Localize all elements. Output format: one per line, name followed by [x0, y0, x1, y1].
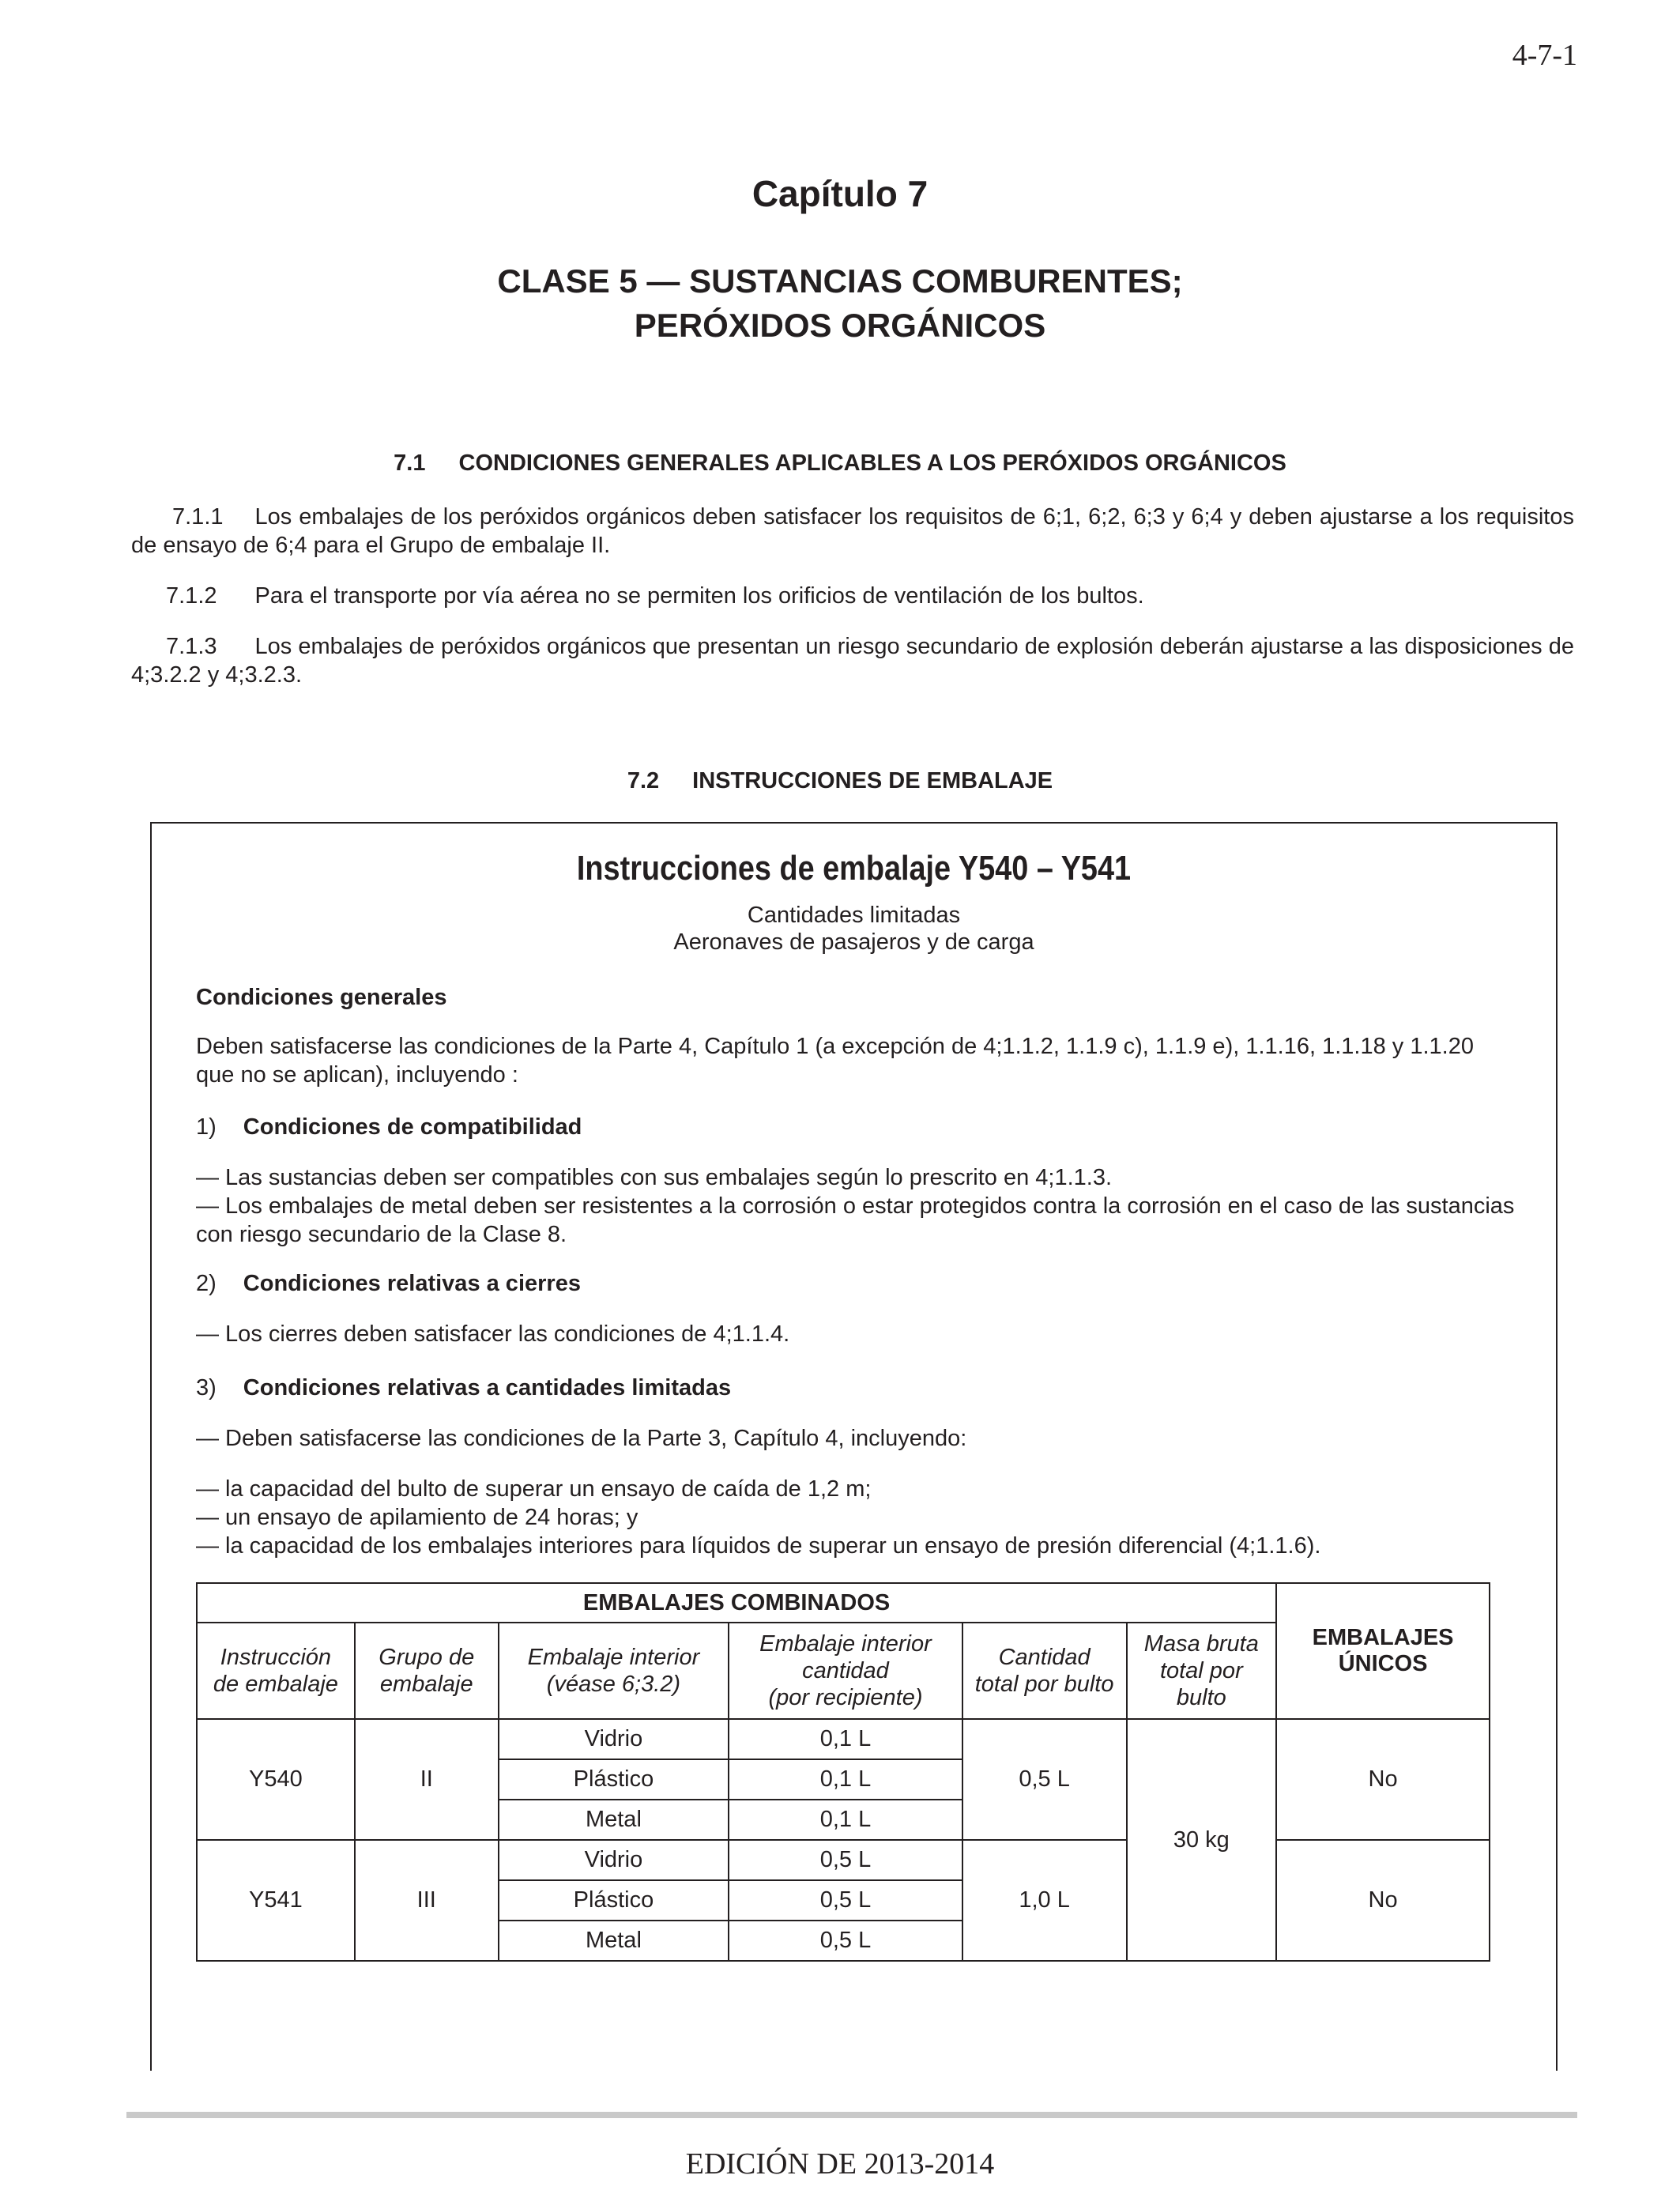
inner-packaging-cell: Vidrio	[499, 1840, 729, 1880]
column-header-line: embalaje	[379, 1672, 473, 1697]
column-header-instruction	[197, 1623, 355, 1719]
paragraph-text: Para el transporte por vía aérea no se permiten los orificios de ventilación de los bultos.	[254, 583, 1144, 609]
single-header-line1: EMBALAJES	[1312, 1625, 1454, 1650]
column-header-line: total por bulto	[974, 1672, 1114, 1697]
inner-quantity-cell: 0,5 L	[729, 1921, 962, 1961]
group-cell: III	[355, 1840, 499, 1961]
chapter-label: Capítulo 7	[751, 173, 929, 214]
column-header-line: de embalaje	[213, 1672, 338, 1697]
section-title: CONDICIONES GENERALES APLICABLES A LOS PERÓXIDOS ORGÁNICOS	[458, 450, 1286, 476]
paragraph-text: Los embalajes de peróxidos orgánicos que presentan un riesgo secundario de explosión deberán ajustarse a las disposiciones de 4;3.2.2 y 4;3.2.3.	[131, 634, 1574, 688]
table-row	[197, 1840, 1490, 1880]
inner-quantity-cell: 0,1 L	[729, 1719, 962, 1759]
column-header-line: total por	[1159, 1658, 1243, 1683]
column-header-line: Embalaje interior	[759, 1631, 932, 1657]
condition-3-heading	[196, 1374, 1516, 1402]
box-subtitle-1: Cantidades limitadas	[747, 903, 961, 928]
condition-title: Condiciones relativas a cierres	[243, 1271, 581, 1296]
column-header-group	[355, 1623, 499, 1719]
condition-number: 1)	[196, 1114, 217, 1140]
condition-title: Condiciones de compatibilidad	[243, 1114, 582, 1140]
single-packagings-header	[1276, 1583, 1490, 1719]
condition-3-item-1: — la capacidad del bulto de superar un ensayo de caída de 1,2 m;	[196, 1476, 872, 1502]
column-header-line: (por recipiente)	[768, 1685, 923, 1710]
column-header-line: Embalaje interior	[527, 1645, 700, 1670]
column-header-line: Cantidad	[998, 1645, 1090, 1670]
section-heading-7-1	[0, 450, 1680, 477]
total-quantity-cell: 1,0 L	[962, 1840, 1127, 1961]
column-header-total-quantity	[962, 1623, 1127, 1719]
column-header-gross-mass	[1127, 1623, 1277, 1719]
inner-packaging-cell: Vidrio	[499, 1719, 729, 1759]
column-header-line: (véase 6;3.2)	[546, 1672, 681, 1697]
condition-3-item-2: — un ensayo de apilamiento de 24 horas; y	[196, 1505, 638, 1530]
instruction-cell: Y541	[197, 1840, 355, 1961]
inner-quantity-cell: 0,5 L	[729, 1880, 962, 1921]
inner-packaging-cell: Metal	[499, 1921, 729, 1961]
general-conditions-text: Deben satisfacerse las condiciones de la Parte 4, Capítulo 1 (a excepción de 4;1.1.2, 1.1.9 c), 1.1.9 e), 1.1.16, 1.1.18 y 1.1.20 que no se aplican), incluyendo :	[196, 1034, 1474, 1088]
section-heading-7-2	[0, 768, 1680, 794]
paragraph-number: 7.1.1	[172, 504, 224, 530]
single-packaging-cell: No	[1276, 1840, 1490, 1961]
condition-2-item-1: — Los cierres deben satisfacer las condiciones de 4;1.1.4.	[196, 1321, 790, 1347]
combined-packagings-header: EMBALAJES COMBINADOS	[197, 1583, 1276, 1623]
general-conditions-heading: Condiciones generales	[196, 985, 447, 1010]
chapter-title	[0, 259, 1680, 348]
column-header-inner-quantity	[729, 1623, 962, 1719]
condition-3-intro: — Deben satisfacerse las condiciones de la Parte 3, Capítulo 4, incluyendo:	[196, 1426, 967, 1451]
table-row	[197, 1719, 1490, 1759]
condition-1-item-1: — Las sustancias deben ser compatibles con sus embalajes según lo prescrito en 4;1.1.3.	[196, 1165, 1113, 1190]
packing-instructions-box	[150, 822, 1558, 2071]
section-number: 7.1	[394, 450, 426, 476]
section-number: 7.2	[627, 768, 660, 794]
paragraph-7-1-2	[131, 582, 1574, 610]
paragraph-7-1-3	[131, 632, 1574, 689]
column-header-line: Instrucción	[220, 1645, 332, 1670]
section-title: INSTRUCCIONES DE EMBALAJE	[692, 768, 1053, 794]
chapter-title-line1: CLASE 5 — SUSTANCIAS COMBURENTES;	[497, 262, 1183, 300]
packaging-table	[196, 1582, 1490, 1962]
edition-footer: EDICIÓN DE 2013-2014	[685, 2147, 995, 2181]
condition-number: 2)	[196, 1271, 217, 1296]
total-quantity-cell: 0,5 L	[962, 1719, 1127, 1840]
instruction-cell: Y540	[197, 1719, 355, 1840]
paragraph-text: Los embalajes de los peróxidos orgánicos deben satisfacer los requisitos de 6;1, 6;2, 6;3 y 6;4 y deben ajustarse a los requisitos de ensayo de 6;4 para el Grupo de embalaje II.	[131, 504, 1574, 558]
group-cell: II	[355, 1719, 499, 1840]
gross-mass-cell: 30 kg	[1127, 1719, 1277, 1961]
inner-packaging-cell: Metal	[499, 1800, 729, 1840]
condition-1-heading	[196, 1113, 1516, 1141]
column-header-line: cantidad	[802, 1658, 889, 1683]
inner-packaging-cell: Plástico	[499, 1880, 729, 1921]
inner-packaging-cell: Plástico	[499, 1759, 729, 1800]
page-number: 4-7-1	[1512, 39, 1577, 72]
condition-title: Condiciones relativas a cantidades limitadas	[243, 1375, 732, 1400]
condition-number: 3)	[196, 1375, 217, 1400]
inner-quantity-cell: 0,1 L	[729, 1759, 962, 1800]
column-header-line: Grupo de	[379, 1645, 475, 1670]
box-subtitle-2: Aeronaves de pasajeros y de carga	[673, 929, 1034, 955]
paragraph-number: 7.1.3	[166, 634, 217, 659]
single-packaging-cell: No	[1276, 1719, 1490, 1840]
inner-quantity-cell: 0,5 L	[729, 1840, 962, 1880]
paragraph-number: 7.1.2	[166, 583, 217, 609]
chapter-title-line2: PERÓXIDOS ORGÁNICOS	[634, 307, 1046, 344]
inner-quantity-cell: 0,1 L	[729, 1800, 962, 1840]
column-header-line: bulto	[1176, 1685, 1226, 1710]
column-header-inner-packaging	[499, 1623, 729, 1719]
column-header-line: Masa bruta	[1143, 1631, 1259, 1657]
paragraph-7-1-1	[131, 503, 1574, 560]
condition-1-item-2: — Los embalajes de metal deben ser resistentes a la corrosión o estar protegidos contra la corrosión en el caso de las sustancias con riesgo secundario de la Clase 8.	[196, 1193, 1515, 1247]
single-header-line2: ÚNICOS	[1338, 1651, 1428, 1676]
condition-2-heading	[196, 1269, 1516, 1298]
box-title: Instrucciones de embalaje Y540 – Y541	[576, 849, 1132, 888]
footer-divider	[126, 2112, 1577, 2118]
condition-3-item-3: — la capacidad de los embalajes interiores para líquidos de superar un ensayo de presión diferencial (4;1.1.6).	[196, 1533, 1321, 1559]
